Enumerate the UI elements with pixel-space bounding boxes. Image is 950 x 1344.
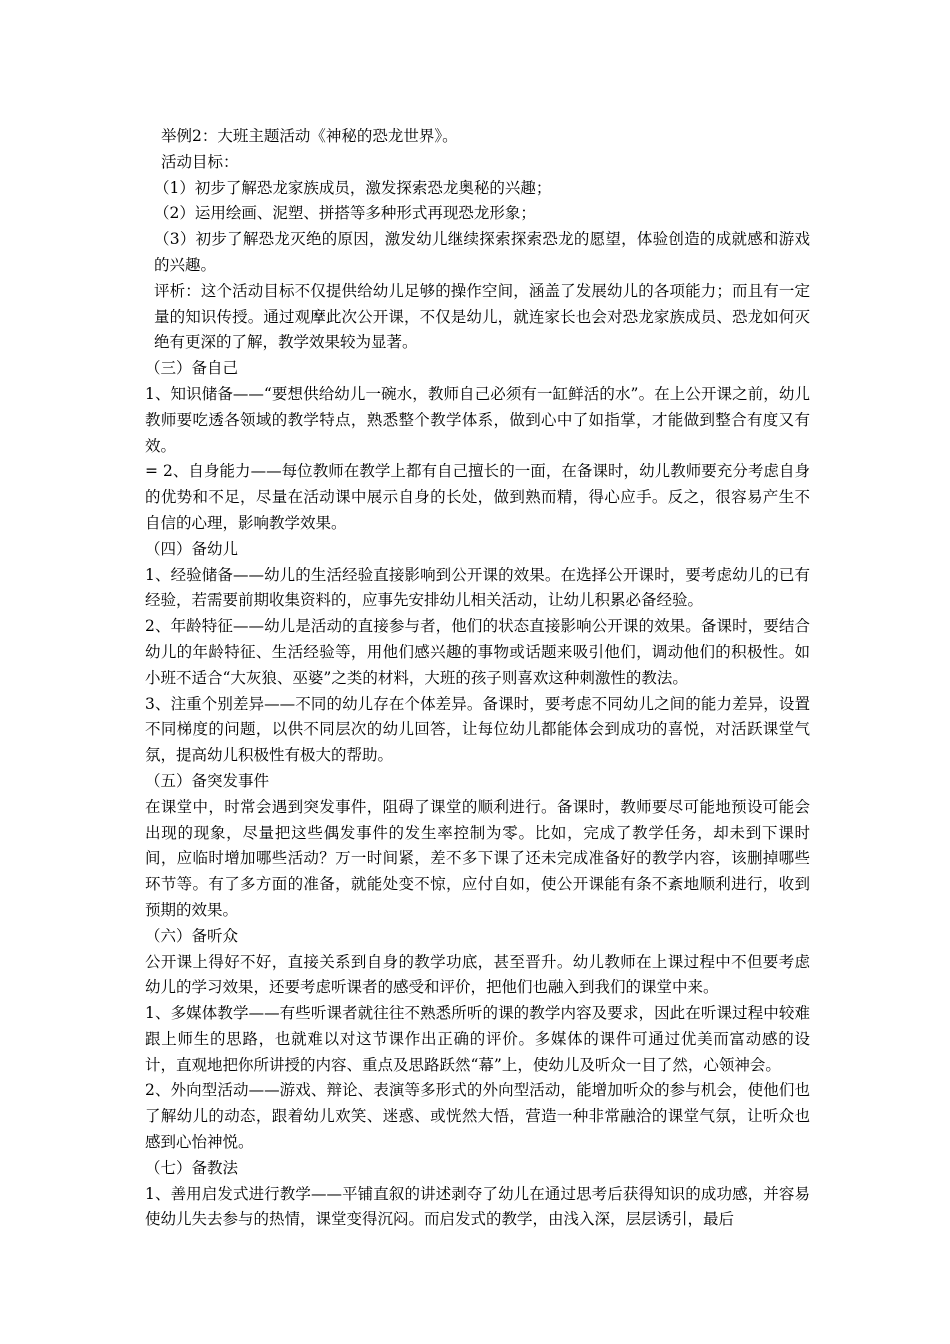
paragraph-knowledge-reserve: 1、知识储备——“要想供给幼儿一碗水，教师自己必须有一缸鲜活的水”。在上公开课之前，幼儿教师要吃透各领域的教学特点，熟悉整个教学体系，做到心中了如指掌，才能做到整合有度又有效。 [145, 384, 810, 455]
paragraph-heuristic-teaching: 1、善用启发式进行教学——平铺直叙的讲述剥夺了幼儿在通过思考后获得知识的成功感，并容易使幼儿失去参与的热情，课堂变得沉闷。而启发式的教学，由浅入深，层层诱引，最后 [145, 1184, 810, 1229]
section-heading-emergencies: （五）备突发事件 [145, 771, 270, 790]
paragraph-age-features: 2、年龄特征——幼儿是活动的直接参与者，他们的状态直接影响公开课的效果。备课时，要结合幼儿的年龄特征、生活经验等，用他们感兴趣的事物或话题来吸引他们，调动他们的积极性。如小班不适合“大灰狼、巫婆”之类的材料，大班的孩子则喜欢这种刺激性的教法。 [145, 617, 810, 687]
paragraph-self-ability: = 2、自身能力——每位教师在教学上都有自己擅长的一面，在备课时，幼儿教师要充分考虑自身的优势和不足，尽量在活动课中展示自身的长处，做到熟而精，得心应手。反之，很容易产生不自信的心理，影响教学效果。 [145, 462, 810, 532]
section-heading-children: （四）备幼儿 [145, 539, 239, 558]
paragraph-audience-intro: 公开课上得好不好，直接关系到自身的教学功底，甚至晋升。幼儿教师在上课过程中不但要考虑幼儿的学习效果，还要考虑听课者的感受和评价，把他们也融入到我们的课堂中来。 [145, 952, 810, 997]
goal-item-3: （3）初步了解恐龙灭绝的原因，激发幼儿继续探索探索恐龙的愿望，体验创造的成就感和游戏的兴趣。 [154, 230, 810, 274]
document-body [145, 124, 810, 1233]
paragraph-multimedia: 1、多媒体教学——有些听课者就往往不熟悉所听的课的教学内容及要求，因此在听课过程中较难跟上师生的思路，也就难以对这节课作出正确的评价。多媒体的课件可通过优美而富动感的设计，直观地把你所讲授的内容、重点及思路跃然“幕”上，使幼儿及听众一目了然，心领神会。 [145, 1004, 810, 1074]
paragraph-outward-activities: 2、外向型活动——游戏、辩论、表演等多形式的外向型活动，能增加听众的参与机会，使他们也了解幼儿的动态，跟着幼儿欢笑、迷惑、或恍然大悟，营造一种非常融洽的课堂气氛，让听众也感到心怡神悦。 [145, 1081, 810, 1152]
goal-item-1: （1）初步了解恐龙家族成员，激发探索恐龙奥秘的兴趣； [154, 178, 552, 197]
section-heading-methods: （七）备教法 [145, 1158, 239, 1177]
section-heading-audience: （六）备听众 [145, 926, 239, 945]
section-heading-self: （三）备自己 [145, 359, 239, 378]
paragraph-individual-differences: 3、注重个别差异——不同的幼儿存在个体差异。备课时，要考虑不同幼儿之间的能力差异，设置不同梯度的问题，以供不同层次的幼儿回答，让每位幼儿都能体会到成功的喜悦，对活跃课堂气氛，提高幼儿积极性有极大的帮助。 [145, 694, 810, 765]
paragraph-emergencies: 在课堂中，时常会遇到突发事件，阻碍了课堂的顺利进行。备课时，教师要尽可能地预设可能会出现的现象，尽量把这些偶发事件的发生率控制为零。比如，完成了教学任务，却未到下课时间，应临时增加哪些活动？万一时间紧，差不多下课了还未完成准备好的教学内容，该删掉哪些环节等。有了多方面的准备，就能处变不惊，应付自如，使公开课能有条不紊地顺利进行，收到预期的效果。 [145, 797, 810, 919]
example-title: 举例2：大班主题活动《神秘的恐龙世界》。 [161, 127, 458, 145]
evaluation-paragraph: 评析：这个活动目标不仅提供给幼儿足够的操作空间，涵盖了发展幼儿的各项能力；而且有一定量的知识传授。通过观摩此次公开课，不仅是幼儿，就连家长也会对恐龙家族成员、恐龙如何灭绝有更深的了解，教学效果较为显著。 [154, 281, 810, 352]
goal-item-2: （2）运用绘画、泥塑、拼搭等多种形式再现恐龙形象； [154, 204, 536, 223]
paragraph-experience-reserve: 1、经验储备——幼儿的生活经验直接影响到公开课的效果。在选择公开课时，要考虑幼儿的已有经验，若需要前期收集资料的，应事先安排幼儿相关活动，让幼儿积累必备经验。 [145, 565, 810, 610]
activity-goals-heading: 活动目标： [161, 152, 239, 171]
